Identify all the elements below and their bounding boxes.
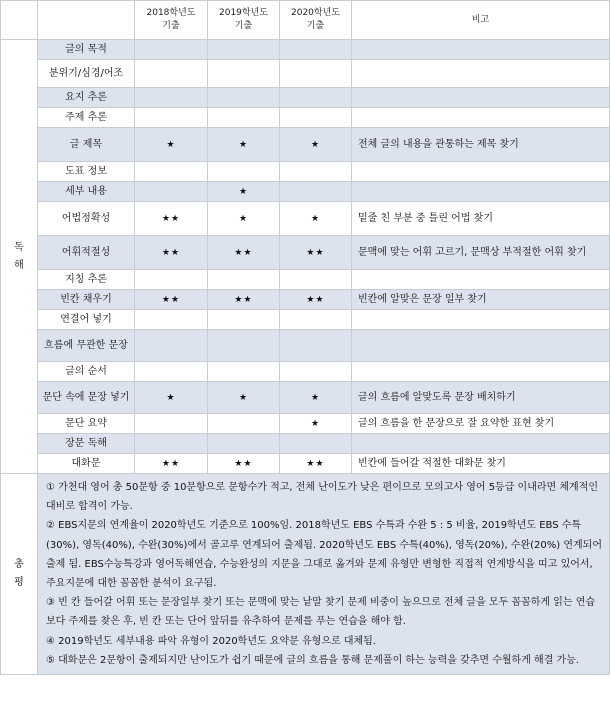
- table-row: [1, 382, 610, 414]
- question-type: 어법정확성: [38, 202, 135, 236]
- note-cell: 전체 글의 내용을 관통하는 제목 찾기: [352, 128, 610, 162]
- count-2020: [280, 88, 352, 108]
- summary-row: [1, 474, 610, 675]
- count-2020: [280, 162, 352, 182]
- count-2018: [135, 310, 208, 330]
- table-row: [1, 236, 610, 270]
- question-type: 글의 목적: [38, 40, 135, 60]
- count-2020: [280, 330, 352, 362]
- table-row: [1, 60, 610, 88]
- note-cell: 빈칸에 알맞은 문장 일부 찾기: [352, 290, 610, 310]
- header-note: 비고: [352, 1, 610, 40]
- count-2020: [280, 60, 352, 88]
- summary-paragraph: ① 가천대 영어 총 50문항 중 10문항으로 문항수가 적고, 전체 난이도가 낮은 편이므로 모의고사 영어 5등급 이내라면 체계적인 대비로 합격이 가능.: [46, 482, 599, 513]
- note-cell: 빈칸에 들어갈 적절한 대화문 찾기: [352, 454, 610, 474]
- count-2019: [208, 330, 280, 362]
- count-2018: [135, 182, 208, 202]
- count-2018: ★★: [135, 290, 208, 310]
- question-type: 요지 추론: [38, 88, 135, 108]
- header-2018: 2018학년도 기출: [135, 1, 208, 40]
- count-2018: ★: [135, 128, 208, 162]
- count-2018: [135, 434, 208, 454]
- header-2020: 2020학년도 기출: [280, 1, 352, 40]
- table-row: [1, 108, 610, 128]
- table-row: [1, 434, 610, 454]
- count-2020: ★: [280, 382, 352, 414]
- question-type: 지칭 추론: [38, 270, 135, 290]
- question-type: 세부 내용: [38, 182, 135, 202]
- category-label: 독 해: [1, 40, 38, 474]
- note-cell: [352, 434, 610, 454]
- question-type: 흐름에 무관한 문장: [38, 330, 135, 362]
- count-2019: ★★: [208, 454, 280, 474]
- count-2018: [135, 88, 208, 108]
- table-row: [1, 414, 610, 434]
- table-row: [1, 162, 610, 182]
- count-2020: ★★: [280, 454, 352, 474]
- summary-paragraph: ③ 빈 칸 들어갈 어휘 또는 문장일부 찾기 또는 문맥에 맞는 낱말 찾기 문제 비중이 높으므로 전체 글을 모두 꼼꼼하게 읽는 연습보다 주제를 찾은 후, 빈 칸 또는 단어 앞뒤를 유추하여 문제를 푸는 연습을 해야 함.: [46, 597, 596, 628]
- note-cell: [352, 40, 610, 60]
- summary-label: 총 평: [1, 474, 38, 675]
- table-row: [1, 270, 610, 290]
- count-2020: [280, 182, 352, 202]
- question-type: 어휘적절성: [38, 236, 135, 270]
- note-cell: [352, 310, 610, 330]
- table-row: [1, 290, 610, 310]
- count-2019: ★★: [208, 236, 280, 270]
- question-type: 분위기/심경/어조: [38, 60, 135, 88]
- count-2018: [135, 330, 208, 362]
- note-cell: [352, 362, 610, 382]
- count-2019: [208, 310, 280, 330]
- count-2018: ★★: [135, 454, 208, 474]
- note-cell: [352, 182, 610, 202]
- question-type: 도표 정보: [38, 162, 135, 182]
- count-2019: [208, 60, 280, 88]
- question-type: 빈칸 채우기: [38, 290, 135, 310]
- count-2020: [280, 270, 352, 290]
- question-type: 문단 속에 문장 넣기: [38, 382, 135, 414]
- count-2019: [208, 270, 280, 290]
- table-row: [1, 202, 610, 236]
- count-2019: [208, 88, 280, 108]
- note-cell: 글의 흐름에 알맞도록 문장 배치하기: [352, 382, 610, 414]
- count-2020: [280, 40, 352, 60]
- count-2020: ★: [280, 128, 352, 162]
- note-cell: [352, 88, 610, 108]
- note-cell: [352, 108, 610, 128]
- count-2020: ★★: [280, 236, 352, 270]
- question-type: 주제 추론: [38, 108, 135, 128]
- count-2020: ★: [280, 202, 352, 236]
- count-2020: [280, 310, 352, 330]
- note-cell: [352, 60, 610, 88]
- count-2018: [135, 362, 208, 382]
- summary-text: [38, 474, 610, 675]
- summary-paragraph: ④ 2019학년도 세부내용 파악 유형이 2020학년도 요약문 유형으로 대체됨.: [46, 635, 376, 647]
- note-cell: 문맥에 맞는 어휘 고르기, 문맥상 부적절한 어휘 찾기: [352, 236, 610, 270]
- count-2018: [135, 270, 208, 290]
- table-row: [1, 362, 610, 382]
- summary-paragraph: ② EBS지문의 연계율이 2020학년도 기준으로 100%임. 2018학년도 EBS 수특과 수완 5 : 5 비율, 2019학년도 EBS 수특(30%), 영독(40%), 수완(30%)에서 골고루 연계되어 출제됨. 2020학년도 EBS 수특(40%), 영독(20%), 수완(20%) 연계되어 출제 됨. EBS수능특강과 영어독해연습, 수능완성의 지문을 그대로 옮겨와 문제 유형만 변형한 직접적 연계방식을 띠고 있어서, 주요지문에 대한 꼼꼼한 분석이 요구됨.: [46, 520, 602, 590]
- question-type: 글의 순서: [38, 362, 135, 382]
- table-row: [1, 88, 610, 108]
- count-2019: ★: [208, 128, 280, 162]
- count-2019: [208, 40, 280, 60]
- table-row: [1, 182, 610, 202]
- count-2018: [135, 40, 208, 60]
- count-2018: [135, 60, 208, 88]
- note-cell: 밑줄 친 부분 중 틀린 어법 찾기: [352, 202, 610, 236]
- count-2018: ★★: [135, 202, 208, 236]
- count-2018: [135, 108, 208, 128]
- count-2019: [208, 162, 280, 182]
- note-cell: [352, 330, 610, 362]
- summary-paragraph: ⑤ 대화문은 2문항이 출제되지만 난이도가 쉽기 때문에 글의 흐름을 통해 문제풀이 하는 능력을 갖추면 수월하게 해결 가능.: [46, 654, 580, 666]
- count-2018: ★★: [135, 236, 208, 270]
- count-2019: ★: [208, 202, 280, 236]
- table-row: [1, 128, 610, 162]
- header-2019: 2019학년도 기출: [208, 1, 280, 40]
- question-type: 대화문: [38, 454, 135, 474]
- count-2018: [135, 162, 208, 182]
- count-2019: ★: [208, 182, 280, 202]
- count-2019: [208, 362, 280, 382]
- table-row: [1, 454, 610, 474]
- question-type: 장문 독해: [38, 434, 135, 454]
- count-2019: [208, 414, 280, 434]
- count-2019: [208, 108, 280, 128]
- note-cell: [352, 162, 610, 182]
- count-2020: ★★: [280, 290, 352, 310]
- count-2019: ★: [208, 382, 280, 414]
- note-cell: 글의 흐름을 한 문장으로 잘 요약한 표현 찾기: [352, 414, 610, 434]
- count-2018: [135, 414, 208, 434]
- count-2020: [280, 434, 352, 454]
- count-2020: [280, 362, 352, 382]
- count-2018: ★: [135, 382, 208, 414]
- question-type: 문단 요약: [38, 414, 135, 434]
- question-type: 글 제목: [38, 128, 135, 162]
- count-2020: [280, 108, 352, 128]
- table-row: [1, 330, 610, 362]
- table-row: [1, 40, 610, 60]
- header-corner: [1, 1, 38, 40]
- count-2019: ★★: [208, 290, 280, 310]
- question-type: 연결어 넣기: [38, 310, 135, 330]
- count-2019: [208, 434, 280, 454]
- header-type: [38, 1, 135, 40]
- header-row: [1, 1, 610, 40]
- count-2020: ★: [280, 414, 352, 434]
- table-row: [1, 310, 610, 330]
- note-cell: [352, 270, 610, 290]
